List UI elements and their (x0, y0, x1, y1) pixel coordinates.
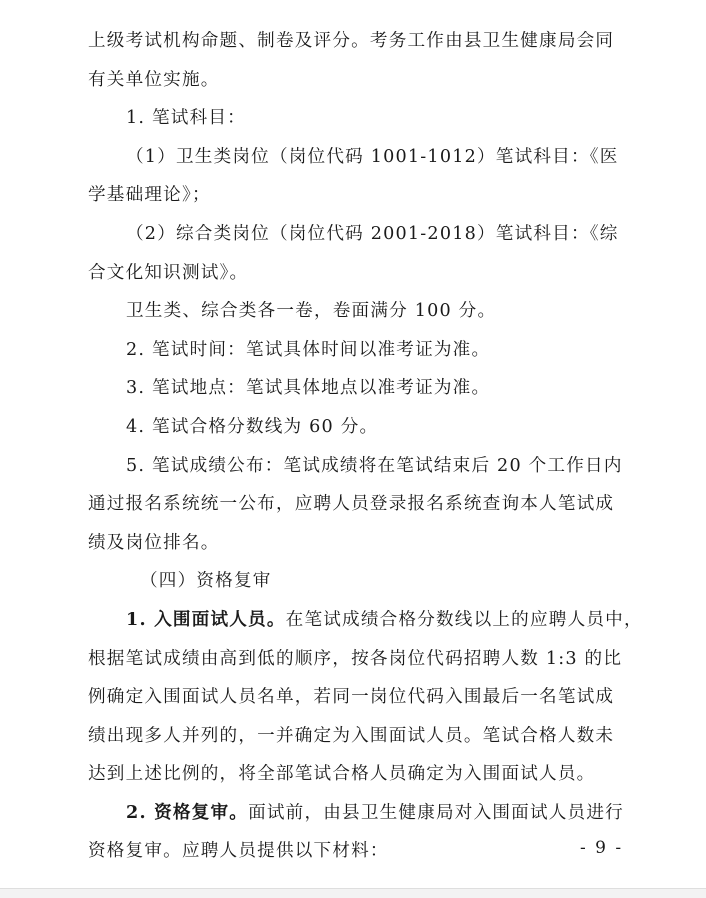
text-line: 有关单位实施。 (88, 69, 220, 90)
text-line: 学基础理论》； (88, 185, 211, 206)
text-line: 通过报名系统统一公布，应聘人员登录报名系统查询本人笔试成 (88, 494, 615, 515)
text-line: （1）卫生类岗位（岗位代码 1001-1012）笔试科目：《医 (126, 146, 619, 167)
text-line: 例确定入围面试人员名单，若同一岗位代码入围最后一名笔试成 (88, 687, 615, 708)
page-number: - 9 - (580, 838, 624, 858)
text-line (88, 794, 648, 833)
text-line: 5. 笔试成绩公布：笔试成绩将在笔试结束后 20 个工作日内 (126, 455, 623, 476)
text-line: 4. 笔试合格分数线为 60 分。 (126, 416, 379, 437)
text-line: 达到上述比例的，将全部笔试合格人员确定为入围面试人员。 (88, 764, 596, 785)
text-run: 在笔试成绩合格分数线以上的应聘人员中， (285, 609, 643, 630)
text-line: 2. 笔试时间：笔试具体时间以准考证为准。 (126, 339, 491, 360)
text-line: 根据笔试成绩由高到低的顺序，按各岗位代码招聘人数 1:3 的比 (88, 648, 623, 669)
text-line (88, 601, 648, 640)
text-line: （2）综合类岗位（岗位代码 2001-2018）笔试科目：《综 (126, 223, 619, 244)
bold-subheading: 2. 资格复审。 (126, 801, 249, 823)
text-line: 资格复审。应聘人员提供以下材料： (88, 841, 389, 862)
text-line: 上级考试机构命题、制卷及评分。考务工作由县卫生健康局会同 (88, 31, 615, 51)
text-line: 绩出现多人并列的，一并确定为入围面试人员。笔试合格人数未 (88, 725, 615, 746)
document-body (88, 22, 648, 871)
section-heading: （四）资格复审 (140, 571, 272, 592)
text-line: 合文化知识测试》。 (88, 262, 249, 283)
text-line: 1. 笔试科目： (126, 108, 246, 129)
text-line: 绩及岗位排名。 (88, 532, 220, 553)
bold-subheading: 1. 入围面试人员。 (126, 608, 286, 630)
text-run: 面试前，由县卫生健康局对入围面试人员进行 (248, 802, 624, 823)
text-line: 卫生类、综合类各一卷，卷面满分 100 分。 (126, 301, 497, 322)
text-line: 3. 笔试地点：笔试具体地点以准考证为准。 (126, 378, 491, 399)
